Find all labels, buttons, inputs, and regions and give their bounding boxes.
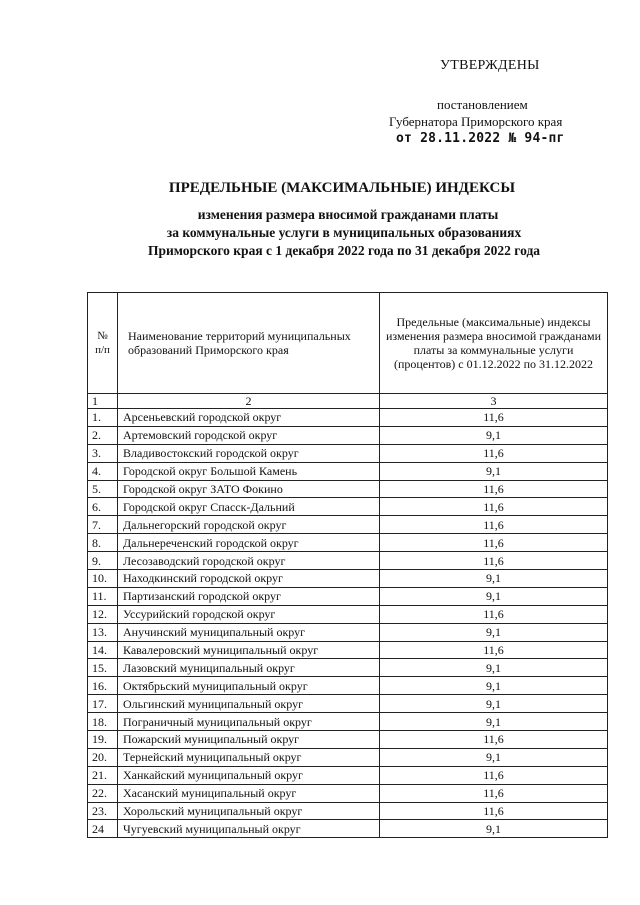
- row-index-value: 9,1: [380, 623, 608, 641]
- table-row: [88, 659, 608, 677]
- row-number: 9.: [88, 552, 118, 570]
- table-row: [88, 534, 608, 552]
- row-territory-name: Владивостокский городской округ: [118, 444, 380, 462]
- row-territory-name: Октябрьский муниципальный округ: [118, 677, 380, 695]
- table-row: [88, 731, 608, 749]
- table-header-row: [88, 293, 608, 394]
- row-number: 6.: [88, 498, 118, 516]
- row-index-value: 11,6: [380, 409, 608, 427]
- row-territory-name: Лазовский муниципальный округ: [118, 659, 380, 677]
- row-territory-name: Находкинский городской округ: [118, 570, 380, 588]
- row-index-value: 9,1: [380, 659, 608, 677]
- row-index-value: 11,6: [380, 480, 608, 498]
- table-row: [88, 570, 608, 588]
- table-row: [88, 605, 608, 623]
- governor-label: Губернатора Приморского края: [389, 114, 563, 129]
- table-row: [88, 766, 608, 784]
- table-row: [88, 713, 608, 731]
- table-row: [88, 623, 608, 641]
- row-number: 22.: [88, 784, 118, 802]
- indices-table: [87, 292, 608, 838]
- row-number: 3.: [88, 444, 118, 462]
- row-number: 18.: [88, 713, 118, 731]
- table-row: [88, 695, 608, 713]
- row-territory-name: Арсеньевский городской округ: [118, 409, 380, 427]
- row-territory-name: Хасанский муниципальный округ: [118, 784, 380, 802]
- column-number-3: 3: [380, 394, 608, 409]
- table-row: [88, 516, 608, 534]
- row-territory-name: Ханкайский муниципальный округ: [118, 766, 380, 784]
- column-number-1: 1: [88, 394, 118, 409]
- row-index-value: 9,1: [380, 677, 608, 695]
- row-index-value: 9,1: [380, 713, 608, 731]
- row-index-value: 9,1: [380, 462, 608, 480]
- row-territory-name: Пограничный муниципальный округ: [118, 713, 380, 731]
- table-row: [88, 426, 608, 444]
- row-index-value: 11,6: [380, 802, 608, 820]
- row-number: 24: [88, 820, 118, 838]
- row-number: 5.: [88, 480, 118, 498]
- table-row: [88, 552, 608, 570]
- row-territory-name: Городской округ ЗАТО Фокино: [118, 480, 380, 498]
- table-row: [88, 820, 608, 838]
- table-row: [88, 498, 608, 516]
- row-number: 4.: [88, 462, 118, 480]
- table-row: [88, 641, 608, 659]
- approved-heading: УТВЕРЖДЕНЫ: [440, 58, 540, 73]
- subtitle-line-3: Приморского края с 1 декабря 2022 года по 31 декабря 2022 года: [147, 243, 541, 258]
- subtitle-line-2: за коммунальные услуги в муниципальных образованиях: [166, 225, 522, 240]
- row-index-value: 11,6: [380, 605, 608, 623]
- row-index-value: 11,6: [380, 516, 608, 534]
- row-number: 21.: [88, 766, 118, 784]
- row-territory-name: Анучинский муниципальный округ: [118, 623, 380, 641]
- row-number: 19.: [88, 731, 118, 749]
- table-row: [88, 409, 608, 427]
- row-number: 8.: [88, 534, 118, 552]
- table-row: [88, 784, 608, 802]
- row-index-value: 11,6: [380, 784, 608, 802]
- table-row: [88, 587, 608, 605]
- table-row: [88, 462, 608, 480]
- row-territory-name: Чугуевский муниципальный округ: [118, 820, 380, 838]
- row-territory-name: Артемовский городской округ: [118, 426, 380, 444]
- table-row: [88, 444, 608, 462]
- row-index-value: 11,6: [380, 444, 608, 462]
- decree-date: от 28.11.2022 № 94-пг: [396, 131, 565, 146]
- header-number: № п/п: [88, 293, 118, 394]
- row-number: 13.: [88, 623, 118, 641]
- row-index-value: 9,1: [380, 820, 608, 838]
- row-number: 7.: [88, 516, 118, 534]
- decree-label: постановлением: [437, 97, 528, 112]
- row-territory-name: Хорольский муниципальный округ: [118, 802, 380, 820]
- row-number: 17.: [88, 695, 118, 713]
- row-territory-name: Пожарский муниципальный округ: [118, 731, 380, 749]
- row-index-value: 11,6: [380, 552, 608, 570]
- table-row: [88, 480, 608, 498]
- header-value: Предельные (максимальные) индексы изменения размера вносимой гражданами платы за коммунальные услуги (процентов) с 01.12.2022 по 31.12.2022: [380, 293, 608, 394]
- row-territory-name: Лесозаводский городской округ: [118, 552, 380, 570]
- row-index-value: 11,6: [380, 766, 608, 784]
- subtitle-line-1: изменения размера вносимой гражданами платы: [197, 207, 499, 222]
- row-number: 11.: [88, 587, 118, 605]
- row-number: 12.: [88, 605, 118, 623]
- row-territory-name: Дальнереченский городской округ: [118, 534, 380, 552]
- row-territory-name: Городской округ Спасск-Дальний: [118, 498, 380, 516]
- row-index-value: 9,1: [380, 587, 608, 605]
- column-number-row: [88, 394, 608, 409]
- row-number: 23.: [88, 802, 118, 820]
- column-number-2: 2: [118, 394, 380, 409]
- row-number: 15.: [88, 659, 118, 677]
- row-territory-name: Кавалеровский муниципальный округ: [118, 641, 380, 659]
- row-number: 10.: [88, 570, 118, 588]
- row-number: 20.: [88, 748, 118, 766]
- row-index-value: 11,6: [380, 731, 608, 749]
- row-number: 1.: [88, 409, 118, 427]
- row-territory-name: Дальнегорский городской округ: [118, 516, 380, 534]
- row-number: 16.: [88, 677, 118, 695]
- row-territory-name: Тернейский муниципальный округ: [118, 748, 380, 766]
- row-index-value: 11,6: [380, 498, 608, 516]
- row-index-value: 11,6: [380, 641, 608, 659]
- document-title: ПРЕДЕЛЬНЫЕ (МАКСИМАЛЬНЫЕ) ИНДЕКСЫ: [168, 180, 516, 196]
- row-territory-name: Уссурийский городской округ: [118, 605, 380, 623]
- table-row: [88, 677, 608, 695]
- row-index-value: 9,1: [380, 748, 608, 766]
- row-index-value: 11,6: [380, 534, 608, 552]
- row-index-value: 9,1: [380, 570, 608, 588]
- row-territory-name: Городской округ Большой Камень: [118, 462, 380, 480]
- table-row: [88, 748, 608, 766]
- row-number: 14.: [88, 641, 118, 659]
- row-index-value: 9,1: [380, 426, 608, 444]
- row-index-value: 9,1: [380, 695, 608, 713]
- row-number: 2.: [88, 426, 118, 444]
- row-territory-name: Ольгинский муниципальный округ: [118, 695, 380, 713]
- header-name: Наименование территорий муниципальных образований Приморского края: [118, 293, 380, 394]
- table-row: [88, 802, 608, 820]
- row-territory-name: Партизанский городской округ: [118, 587, 380, 605]
